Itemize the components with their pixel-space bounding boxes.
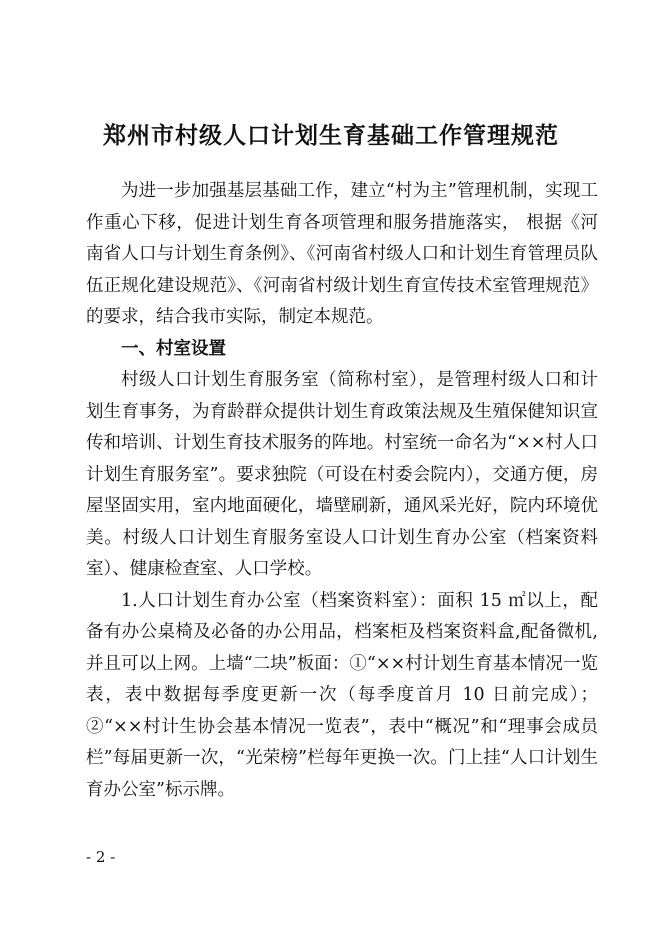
intro-paragraph: 为进一步加强基层基础工作，建立“村为主”管理机制，实现工作重心下移，促进计划生育各项管理和服务措施落实， 根据《河南省人口与计划生育条例》、《河南省村级人口和计划生育管理员队伍正规化建设规范》、《河南省村级计划生育宣传技术室管理规范》的要求，结合我市实际，制定本规范。 (86, 181, 598, 327)
document-body (86, 176, 598, 806)
section-paragraph: 村级人口计划生育服务室（简称村室），是管理村级人口和计划生育事务，为育龄群众提供计划生育政策法规及生殖保健知识宣传和培训、计划生育技术服务的阵地。村室统一命名为“××村人口计划生育服务室”。要求独院（可设在村委会院内），交通方便，房屋坚固实用，室内地面硬化，墙壁刷新，通风采光好，院内环境优美。村级人口计划生育服务室设人口计划生育办公室（档案资料室）、健康检查室、人口学校。 (86, 370, 598, 579)
section-heading: 一、村室设置 (121, 338, 226, 359)
item-paragraph: 1.人口计划生育办公室（档案资料室）：面积 15 ㎡以上，配备有办公桌椅及必备的办公用品，档案柜及档案资料盒,配备微机,并且可以上网。上墙“二块”板面：①“××村计划生育基本情况一览表，表中数据每季度更新一次（每季度首月 10 日前完成）；②“××村计生协会基本情况一览表”，表中“概况”和“理事会成员栏”每届更新一次，“光荣榜”栏每年更换一次。门上挂“人口计划生育办公室”标示牌。 (86, 590, 598, 800)
document-title: 郑州市村级人口计划生育基础工作管理规范 (103, 123, 559, 149)
page-number: - 2 - (86, 848, 116, 866)
